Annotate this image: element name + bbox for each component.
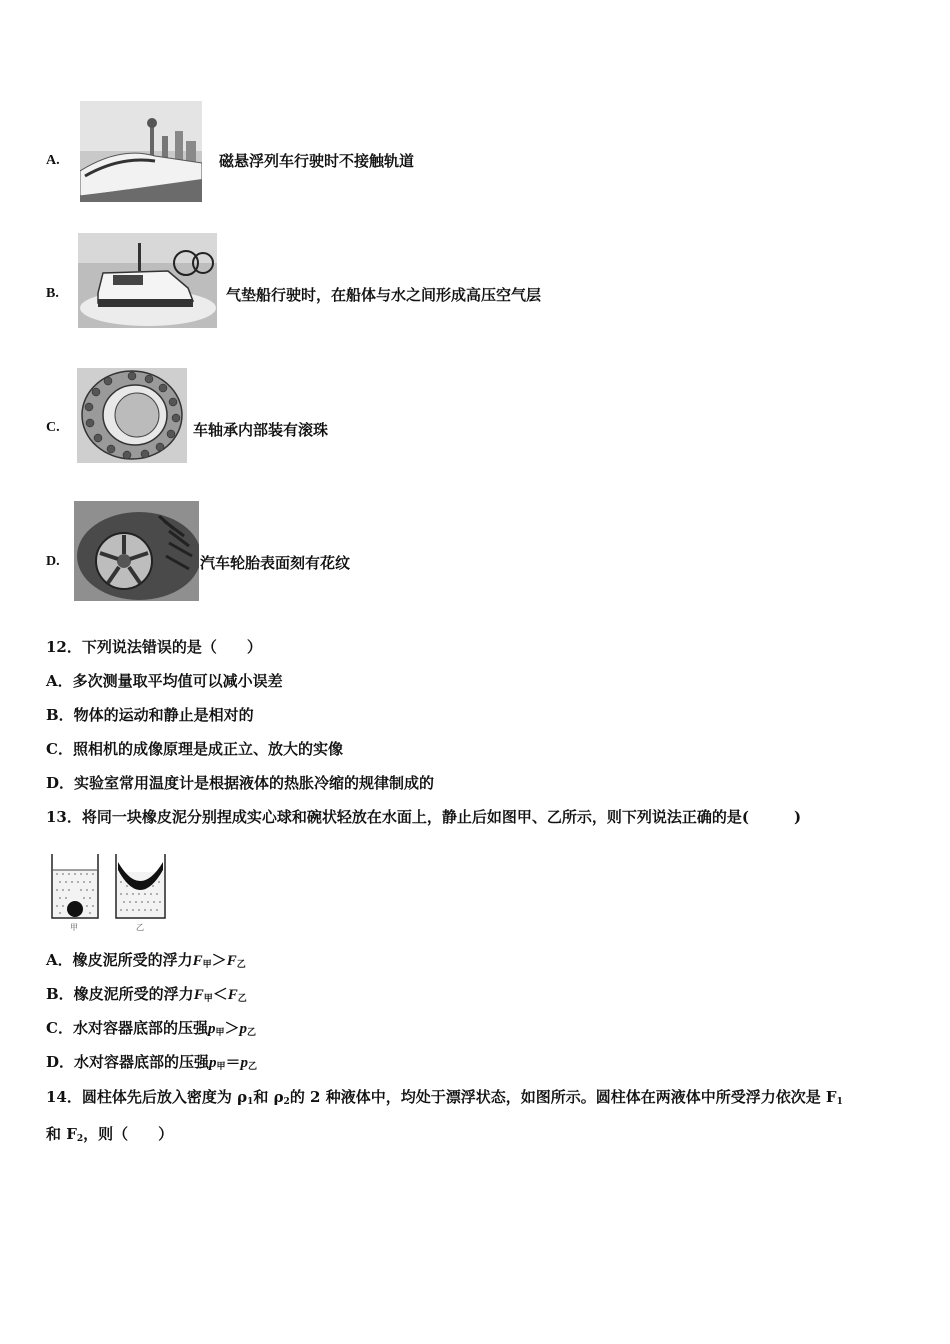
q13-option-d xyxy=(46,1053,257,1076)
q13-option-b-sub2: 乙 xyxy=(237,994,247,1004)
option-a-letter: A. xyxy=(46,153,60,168)
option-c-text: 车轴承内部装有滚珠 xyxy=(193,421,329,439)
q13-option-c-sub2: 乙 xyxy=(246,1028,256,1038)
q13-option-a-sub2: 乙 xyxy=(236,960,246,970)
q13-option-b-var2: F xyxy=(227,987,238,1003)
q13-option-d-var: p xyxy=(209,1055,217,1071)
option-c-letter: C. xyxy=(46,420,60,435)
q14-line1 xyxy=(46,1088,843,1111)
q13-option-c xyxy=(46,1019,256,1042)
figure-label-yi: 乙 xyxy=(136,923,144,932)
q13-option-d-prefix: D．水对容器底部的压强 xyxy=(46,1053,210,1071)
option-a-text: 磁悬浮列车行驶时不接触轨道 xyxy=(219,152,415,170)
q13-option-b-var: F xyxy=(193,987,204,1003)
maglev-train-photo-icon xyxy=(80,101,202,202)
option-b-letter: B. xyxy=(46,286,59,301)
q14-line2-b: ，则（ ） xyxy=(83,1125,174,1143)
q13-option-c-prefix: C．水对容器底部的压强 xyxy=(46,1019,208,1037)
q13-option-a-var: F xyxy=(192,953,203,969)
q14-line1-c: 的 2 种液体中，均处于漂浮状态，如图所示。圆柱体在两液体中所受浮力依次是 F xyxy=(289,1088,837,1106)
q13-option-c-var: p xyxy=(207,1021,216,1037)
q13-option-b-op: ＜ xyxy=(212,985,228,1003)
q13-option-a-op: ＞ xyxy=(211,951,227,969)
q13-stem: 13．将同一块橡皮泥分别捏成实心球和碗状轻放在水面上，静止后如图甲、乙所示，则下列说法正确的是( ) xyxy=(46,808,802,826)
q14-sub-4: 2 xyxy=(76,1134,84,1144)
beakers-figure-icon xyxy=(48,852,173,926)
q12-option-d: D．实验室常用温度计是根据液体的热胀冷缩的规律制成的 xyxy=(46,774,435,792)
q13-option-d-sub1: 甲 xyxy=(216,1062,226,1072)
option-d-text: 汽车轮胎表面刻有花纹 xyxy=(200,554,351,572)
q13-option-a-var2: F xyxy=(226,953,237,969)
figure-label-jia: 甲 xyxy=(70,923,78,932)
q12-stem: 12．下列说法错误的是（ ） xyxy=(46,638,262,656)
car-tire-photo-icon xyxy=(74,501,199,601)
q13-option-c-op: ＞ xyxy=(224,1019,240,1037)
option-b-text: 气垫船行驶时，在船体与水之间形成高压空气层 xyxy=(226,286,542,304)
q13-option-b-sub1: 甲 xyxy=(203,994,213,1004)
hovercraft-photo-icon xyxy=(78,233,217,328)
q14-line2 xyxy=(46,1125,173,1148)
q12-option-b: B．物体的运动和静止是相对的 xyxy=(46,706,254,724)
q14-line1-a: 14．圆柱体先后放入密度为 ρ xyxy=(46,1088,248,1106)
q14-sub-1: 1 xyxy=(247,1097,254,1107)
q14-line2-a: 和 F xyxy=(46,1125,77,1143)
ball-bearing-photo-icon xyxy=(77,368,187,463)
q13-option-a-prefix: A．橡皮泥所受的浮力 xyxy=(46,951,193,969)
q13-option-c-sub1: 甲 xyxy=(215,1028,225,1038)
q13-option-d-sub2: 乙 xyxy=(248,1062,258,1072)
q14-line1-b: 和 ρ xyxy=(253,1088,284,1106)
option-d-letter: D. xyxy=(46,554,60,569)
q14-sub-2: 2 xyxy=(283,1097,290,1107)
q13-option-d-op: ＝ xyxy=(225,1053,241,1071)
q12-option-a: A．多次测量取平均值可以减小误差 xyxy=(46,672,283,690)
q13-option-b xyxy=(46,985,247,1008)
q14-sub-3: 1 xyxy=(836,1097,843,1107)
q12-option-c: C．照相机的成像原理是成正立、放大的实像 xyxy=(46,740,343,758)
q13-option-a xyxy=(46,951,246,974)
q13-option-a-sub1: 甲 xyxy=(202,960,212,970)
q13-option-d-var2: p xyxy=(240,1055,249,1071)
q13-option-b-prefix: B．橡皮泥所受的浮力 xyxy=(46,985,194,1003)
q13-option-c-var2: p xyxy=(239,1021,247,1037)
